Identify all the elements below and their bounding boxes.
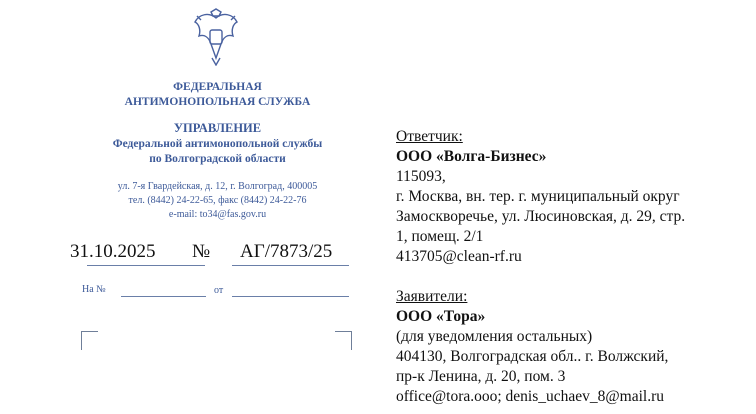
address-corner-left — [81, 331, 98, 350]
applicant-name: ООО «Тора» — [396, 308, 486, 325]
respondent-name: ООО «Волга-Бизнес» — [396, 148, 547, 165]
org-name-line2: АНТИМОНОПОЛЬНАЯ СЛУЖБА — [124, 96, 311, 108]
respondent-email: 413705@clean-rf.ru — [396, 248, 522, 265]
letter-number: АГ/7873/25 — [240, 241, 333, 262]
ref-from-label: от — [214, 285, 224, 296]
org-phone: тел. (8442) 24-22-65, факс (8442) 24-22-76 — [128, 195, 307, 206]
recipients-block — [396, 127, 756, 407]
respondent-line: 1, помещ. 2/1 — [396, 228, 484, 245]
respondent-label: Ответчик: — [396, 128, 463, 145]
dept-title: УПРАВЛЕНИЕ — [173, 121, 262, 135]
applicant-line: пр-к Ленина, д. 20, пом. 3 — [396, 368, 566, 385]
dept-name-line1: Федеральной антимонопольной службы — [112, 138, 323, 150]
applicant-emails: office@tora.ooo; denis_uchaev_8@mail.ru — [396, 388, 665, 405]
ref-date-line — [232, 296, 349, 297]
number-underline — [232, 265, 349, 266]
date-underline — [87, 265, 205, 266]
ref-number-label: На № — [82, 284, 106, 295]
address-corner-right — [335, 331, 352, 350]
respondent-line: 115093, — [396, 168, 446, 185]
org-name-line1: ФЕДЕРАЛЬНАЯ — [173, 81, 262, 93]
respondent-line: г. Москва, вн. тер. г. муниципальный округ — [396, 188, 680, 205]
ref-number-line — [121, 296, 206, 297]
applicants-label: Заявители: — [396, 288, 468, 305]
applicant-line: 404130, Волгоградская обл.. г. Волжский, — [396, 348, 669, 365]
dept-name-line2: по Волгоградской области — [149, 153, 286, 165]
letter-date: 31.10.2025 — [70, 241, 156, 262]
coat-of-arms-icon — [191, 8, 241, 66]
applicant-line: (для уведомления остальных) — [396, 328, 593, 345]
org-email: e-mail: to34@fas.gov.ru — [168, 209, 267, 220]
respondent-line: Замоскворечье, ул. Люсиновская, д. 29, стр. — [396, 208, 686, 225]
org-address: ул. 7-я Гвардейская, д. 12, г. Волгоград, 400005 — [117, 181, 318, 192]
number-sign: № — [192, 241, 211, 262]
